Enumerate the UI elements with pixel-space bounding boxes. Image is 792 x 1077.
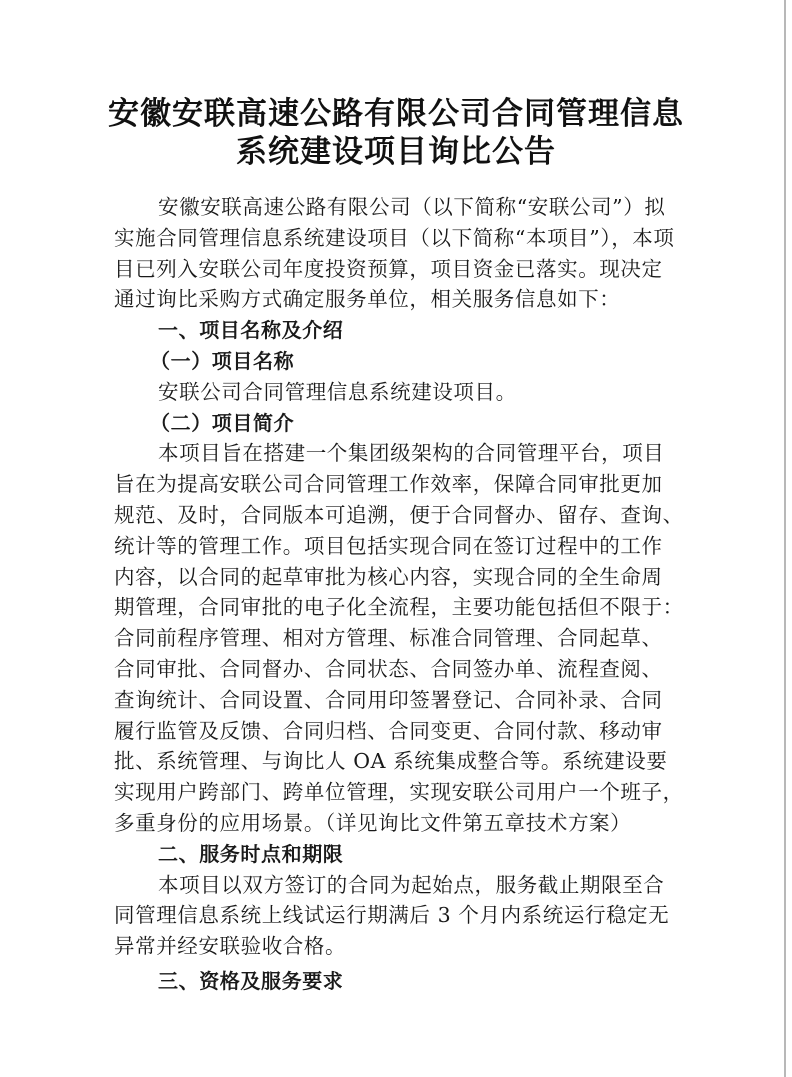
- document-body: [114, 192, 684, 997]
- project-intro-line: 内容，以合同的起草审批为核心内容，实现合同的全生命周: [114, 564, 663, 589]
- project-intro-line: 统计等的管理工作。项目包括实现合同在签订过程中的工作: [114, 533, 663, 558]
- section-1-sub-2-heading: （二）项目简介: [150, 410, 295, 435]
- project-intro-line: 批、系统管理、与询比人 OA 系统集成整合等。系统建设要: [114, 749, 668, 774]
- section-2-heading: 二、服务时点和期限: [158, 841, 344, 866]
- project-intro-line: 多重身份的应用场景。（详见询比文件第五章技术方案）: [114, 810, 632, 835]
- section-1-sub-1-heading: （一）项目名称: [150, 348, 295, 373]
- project-intro-line: 期管理，合同审批的电子化全流程，主要功能包括但不限于：: [114, 595, 684, 620]
- section-3-heading: 三、资格及服务要求: [158, 968, 344, 993]
- project-intro-line: 合同前程序管理、相对方管理、标准合同管理、合同起草、: [114, 626, 663, 651]
- service-period-line: 异常并经安联验收合格。: [114, 934, 347, 959]
- document-title-line-1: 安徽安联高速公路有限公司合同管理信息: [108, 96, 684, 132]
- project-intro-line: 本项目旨在搭建一个集团级架构的合同管理平台，项目: [158, 441, 665, 466]
- project-intro-line: 履行监管及反馈、合同归档、合同变更、合同付款、移动审: [114, 718, 663, 743]
- intro-line: 实施合同管理信息系统建设项目（以下简称“本项目”），本项: [114, 225, 675, 250]
- section-1-heading: 一、项目名称及介绍: [158, 318, 344, 343]
- project-intro-line: 合同审批、合同督办、合同状态、合同签办单、流程查阅、: [114, 656, 663, 681]
- intro-line: 通过询比采购方式确定服务单位，相关服务信息如下：: [114, 287, 621, 312]
- project-intro-line: 查询统计、合同设置、合同用印签署登记、合同补录、合同: [114, 687, 663, 712]
- project-intro-line: 规范、及时，合同版本可追溯，便于合同督办、留存、查询、: [114, 502, 684, 527]
- document-title-line-2: 系统建设项目询比公告: [236, 134, 556, 170]
- intro-line: 目已列入安联公司年度投资预算，项目资金已落实。现决定: [114, 256, 663, 281]
- project-intro-line: 旨在为提高安联公司合同管理工作效率，保障合同审批更加: [114, 472, 663, 497]
- intro-line: 安徽安联高速公路有限公司（以下简称“安联公司”）拟: [158, 195, 666, 219]
- project-name-text: 安联公司合同管理信息系统建设项目。: [158, 379, 517, 404]
- project-intro-line: 实现用户跨部门、跨单位管理，实现安联公司用户一个班子，: [114, 780, 684, 805]
- service-period-line: 本项目以双方签订的合同为起始点，服务截止期限至合: [158, 872, 665, 897]
- service-period-line: 同管理信息系统上线试运行期满后 3 个月内系统运行稳定无: [114, 903, 670, 928]
